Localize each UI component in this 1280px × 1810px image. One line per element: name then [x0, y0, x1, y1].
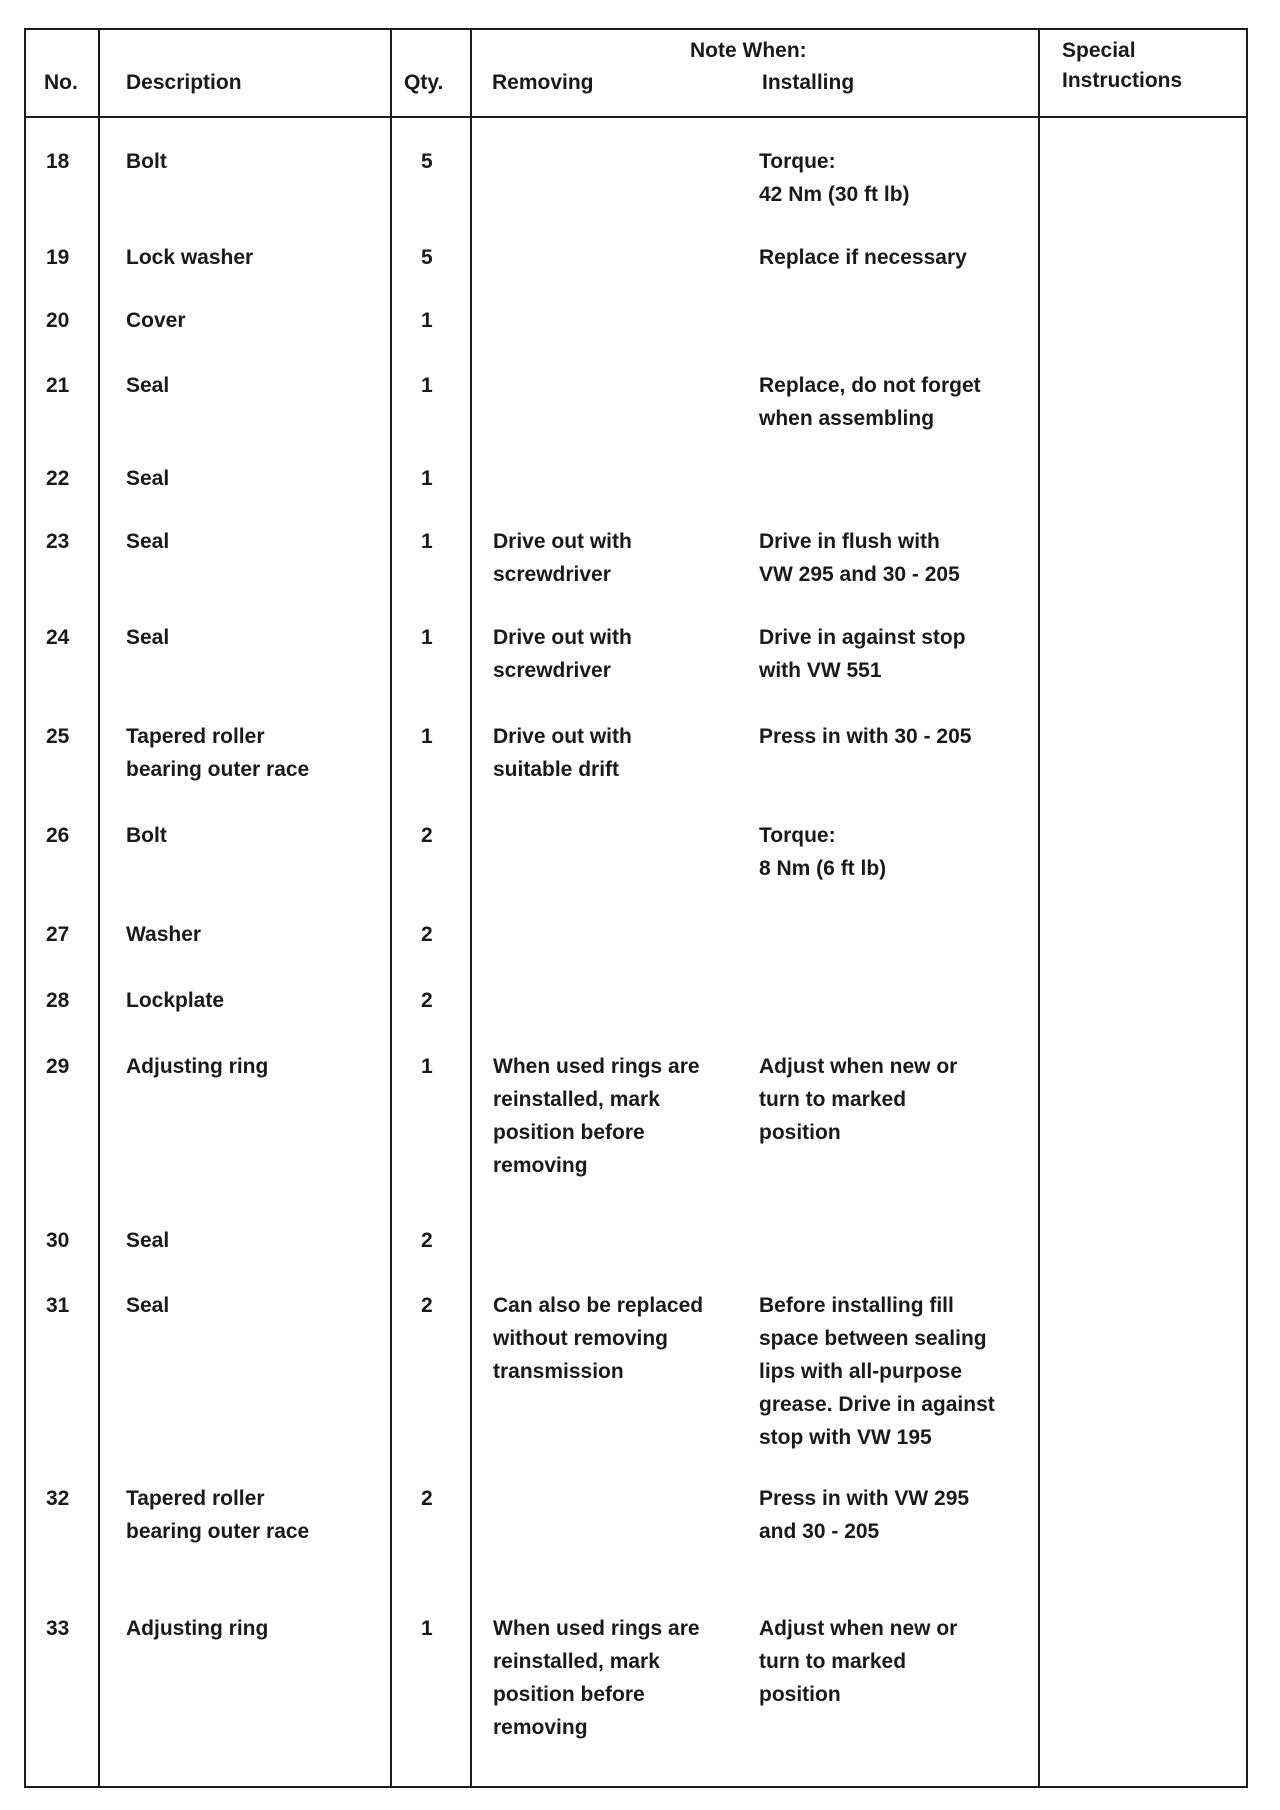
cell-removing: When used rings are reinstalled, mark position before removing	[493, 1617, 700, 1739]
cell-no: 25	[46, 725, 70, 748]
cell-removing: Can also be replaced without removing transmission	[493, 1294, 704, 1383]
cell-qty: 1	[421, 309, 433, 332]
cell-no: 20	[46, 309, 70, 332]
cell-installing: Adjust when new or turn to marked position	[759, 1617, 958, 1706]
cell-no: 32	[46, 1487, 70, 1510]
cell-description: Tapered roller bearing outer race	[126, 1487, 310, 1543]
cell-qty: 2	[421, 1294, 433, 1317]
cell-description: Bolt	[126, 150, 167, 173]
cell-description: Washer	[126, 923, 202, 946]
cell-installing: Press in with VW 295 and 30 - 205	[759, 1487, 970, 1543]
cell-no: 21	[46, 374, 70, 397]
cell-description: Seal	[126, 374, 170, 397]
parts-table	[24, 28, 1248, 1788]
cell-installing: Torque: 42 Nm (30 ft lb)	[759, 150, 910, 206]
cell-qty: 1	[421, 374, 433, 397]
header-divider	[26, 116, 1246, 118]
cell-no: 29	[46, 1055, 70, 1078]
cell-no: 30	[46, 1229, 70, 1252]
cell-removing: When used rings are reinstalled, mark position before removing	[493, 1055, 700, 1177]
cell-removing: Drive out with screwdriver	[493, 626, 632, 682]
cell-no: 22	[46, 467, 70, 490]
cell-installing: Before installing fill space between sealing lips with all-purpose grease. Drive in against stop with VW 195	[759, 1294, 995, 1449]
cell-qty: 1	[421, 467, 433, 490]
cell-qty: 5	[421, 150, 433, 173]
header-installing: Installing	[762, 71, 855, 94]
header-no: No.	[44, 71, 78, 94]
cell-qty: 1	[421, 530, 433, 553]
cell-removing: Drive out with suitable drift	[493, 725, 632, 781]
cell-description: Seal	[126, 1294, 170, 1317]
cell-description: Lockplate	[126, 989, 225, 1012]
cell-no: 31	[46, 1294, 70, 1317]
cell-description: Seal	[126, 626, 170, 649]
cell-installing: Torque: 8 Nm (6 ft lb)	[759, 824, 887, 880]
cell-installing: Drive in flush with VW 295 and 30 - 205	[759, 530, 960, 586]
cell-installing: Press in with 30 - 205	[759, 725, 972, 748]
cell-qty: 2	[421, 989, 433, 1012]
cell-no: 26	[46, 824, 70, 847]
cell-qty: 5	[421, 246, 433, 269]
header-special-instructions: Special Instructions	[1062, 39, 1183, 92]
cell-description: Bolt	[126, 824, 167, 847]
cell-description: Lock washer	[126, 246, 254, 269]
cell-installing: Drive in against stop with VW 551	[759, 626, 966, 682]
cell-description: Cover	[126, 309, 186, 332]
cell-no: 28	[46, 989, 70, 1012]
cell-qty: 1	[421, 725, 433, 748]
cell-no: 33	[46, 1617, 70, 1640]
cell-qty: 2	[421, 1487, 433, 1510]
cell-qty: 2	[421, 923, 433, 946]
cell-description: Seal	[126, 1229, 170, 1252]
cell-qty: 1	[421, 626, 433, 649]
cell-description: Seal	[126, 530, 170, 553]
cell-qty: 2	[421, 824, 433, 847]
column-divider	[470, 30, 472, 1786]
cell-qty: 1	[421, 1617, 433, 1640]
header-qty: Qty.	[404, 71, 444, 94]
cell-no: 18	[46, 150, 70, 173]
cell-no: 24	[46, 626, 70, 649]
cell-description: Adjusting ring	[126, 1055, 269, 1078]
cell-qty: 1	[421, 1055, 433, 1078]
cell-installing: Replace if necessary	[759, 246, 967, 269]
cell-description: Adjusting ring	[126, 1617, 269, 1640]
cell-installing: Adjust when new or turn to marked position	[759, 1055, 958, 1144]
cell-no: 23	[46, 530, 70, 553]
cell-description: Tapered roller bearing outer race	[126, 725, 310, 781]
header-description: Description	[126, 71, 242, 94]
cell-no: 19	[46, 246, 70, 269]
header-note-when: Note When:	[690, 39, 807, 62]
cell-removing: Drive out with screwdriver	[493, 530, 632, 586]
column-divider	[98, 30, 100, 1786]
cell-no: 27	[46, 923, 70, 946]
cell-description: Seal	[126, 467, 170, 490]
header-removing: Removing	[492, 71, 594, 94]
cell-qty: 2	[421, 1229, 433, 1252]
cell-installing: Replace, do not forget when assembling	[759, 374, 981, 430]
